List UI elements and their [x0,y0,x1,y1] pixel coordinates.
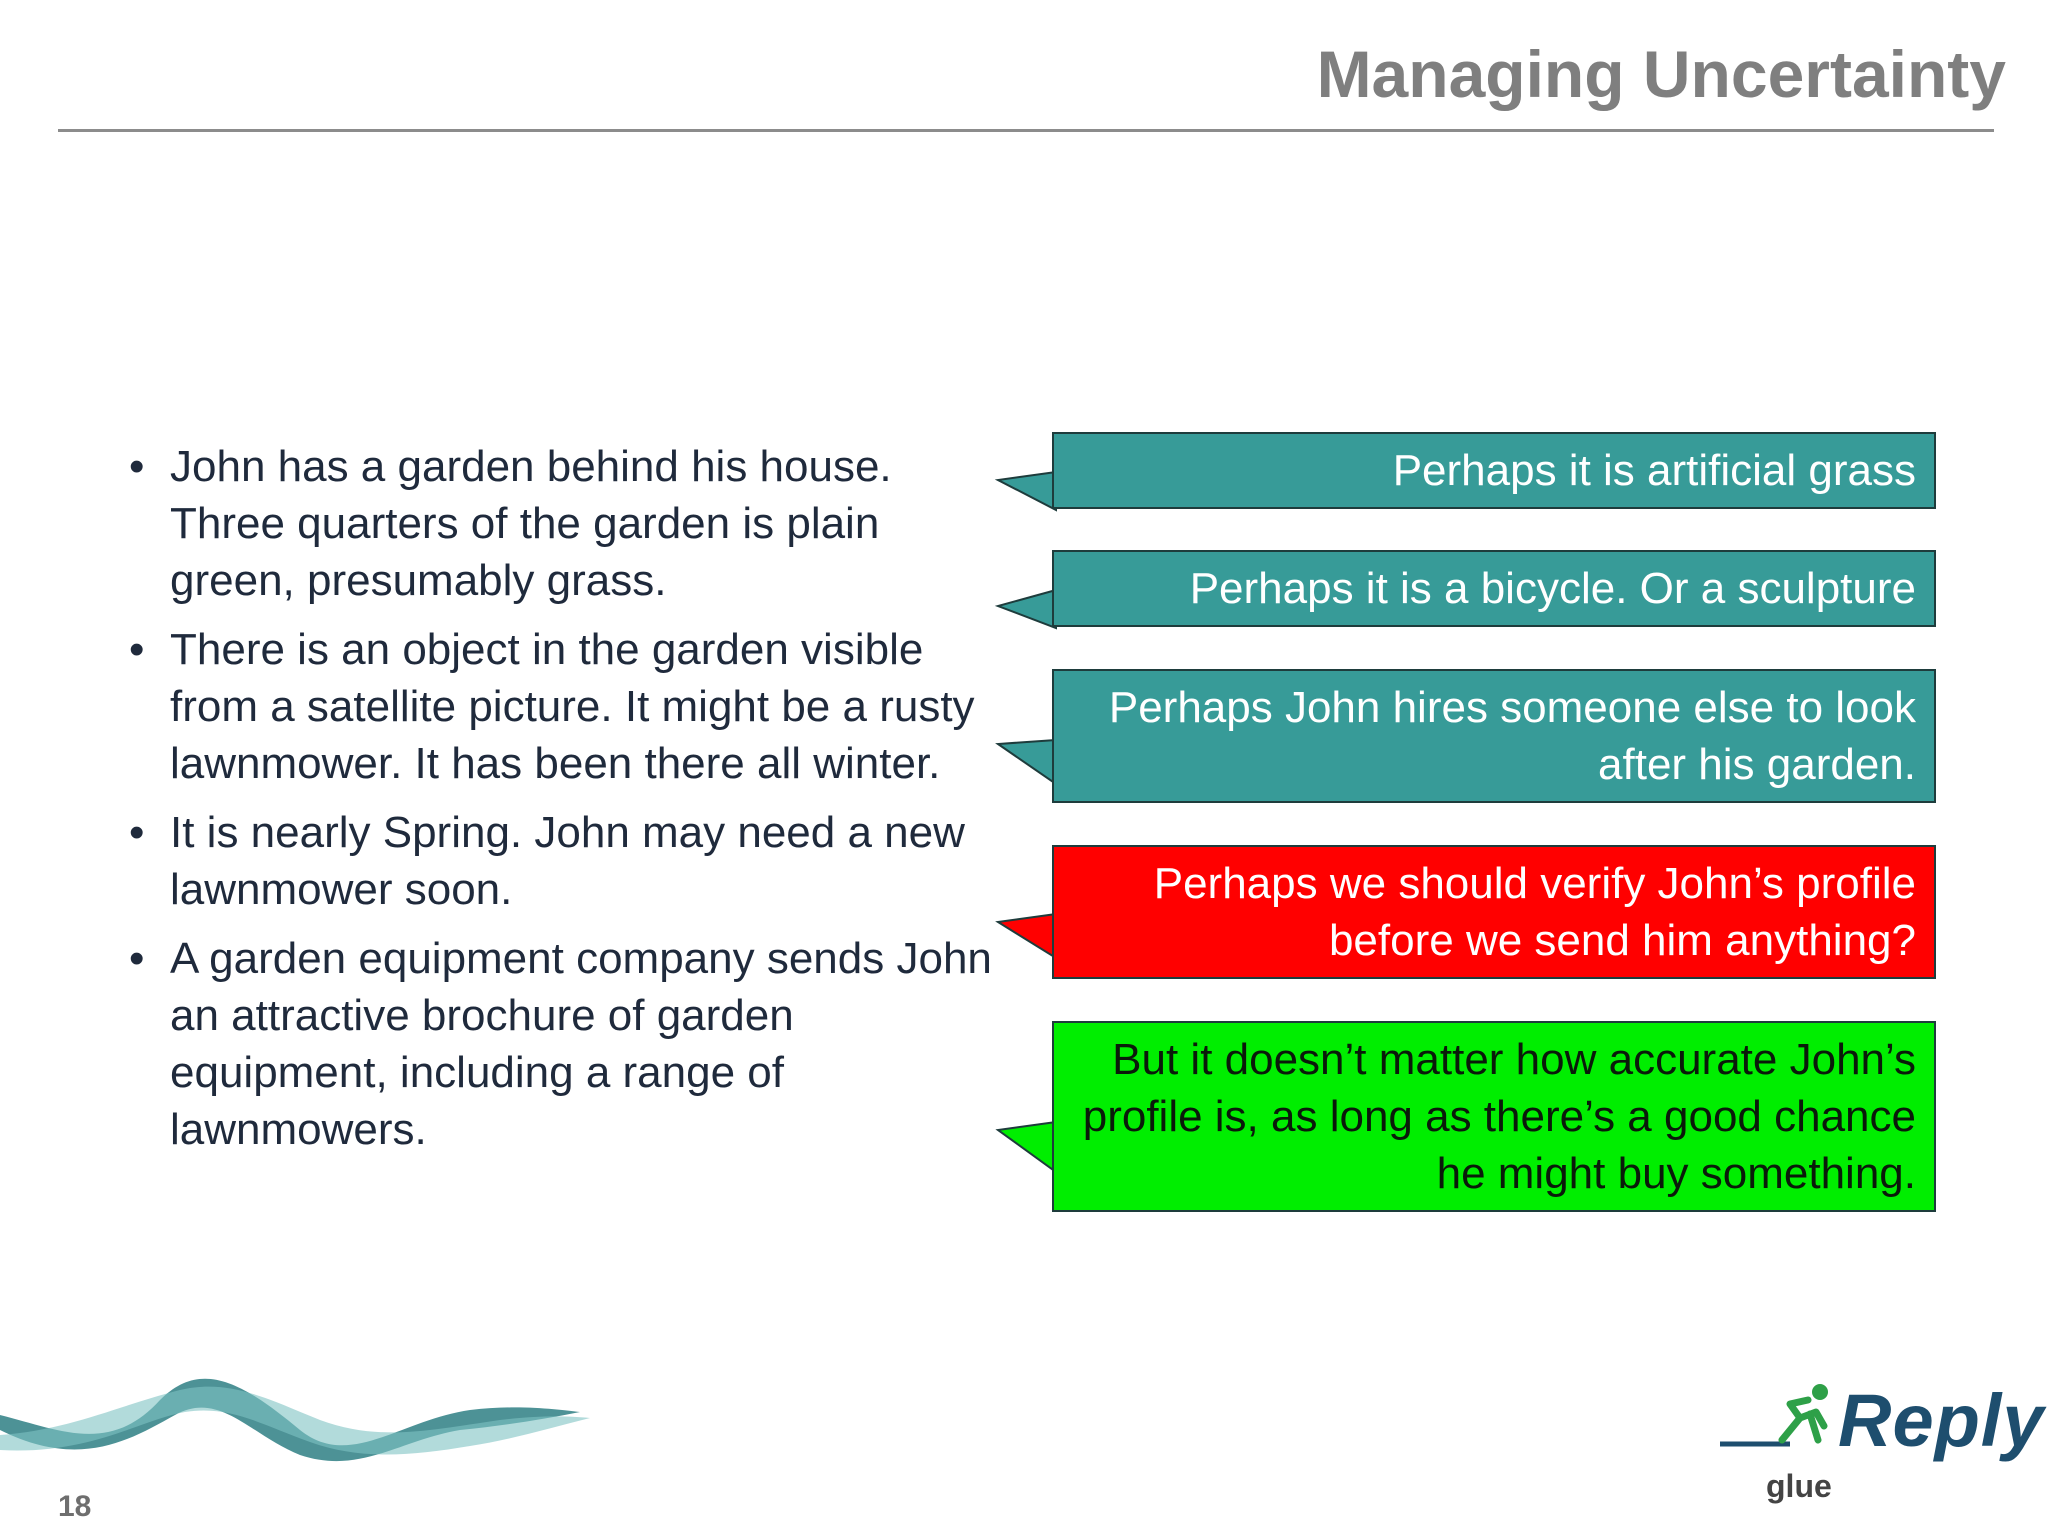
bullet-text: John has a garden behind his house. Three quarters of the garden is plain green, presumably grass. [170,442,892,605]
slide-title: Managing Uncertainty [1316,37,2006,111]
callout-text: Perhaps it is artificial grass [1392,446,1916,495]
callout-hires-someone [1052,669,1936,803]
bullet-text: A garden equipment company sends John an attractive brochure of garden equipment, including a range of lawnmowers. [170,934,992,1154]
bullet-text: There is an object in the garden visible from a satellite picture. It might be a rusty lawnmower. It has been there all winter. [170,625,975,788]
bullet-icon: • [129,625,145,674]
wave-decoration [0,1360,600,1490]
bullet-icon: • [129,808,145,857]
callout-tail-5 [996,1120,1058,1176]
callout-tail-1 [996,470,1058,514]
callout-accurate-profile [1052,1021,1936,1212]
callout-artificial-grass [1052,432,1936,509]
bullet-text: It is nearly Spring. John may need a new lawnmower soon. [170,808,965,914]
callout-text: But it doesn’t matter how accurate John’s profile is, as long as there’s a good chance he might buy something. [1082,1035,1916,1198]
reply-logo [1720,1378,2045,1518]
bullet-icon: • [129,442,145,491]
runner-icon [1720,1382,1830,1462]
callout-tail-3 [996,738,1058,788]
callout-text: Perhaps it is a bicycle. Or a sculpture [1189,564,1916,613]
logo-wordmark: Reply [1838,1379,2045,1462]
callout-verify-profile [1052,845,1936,979]
callout-tail-2 [996,588,1058,632]
logo-subtitle: glue [1766,1468,1832,1504]
callout-text: Perhaps we should verify John’s profile before we send him anything? [1153,859,1916,965]
bullet-icon: • [129,934,145,983]
callout-bicycle [1052,550,1936,627]
page-number: 18 [58,1490,92,1523]
callout-tail-4 [996,912,1058,962]
callout-text: Perhaps John hires someone else to look after his garden. [1108,683,1916,789]
